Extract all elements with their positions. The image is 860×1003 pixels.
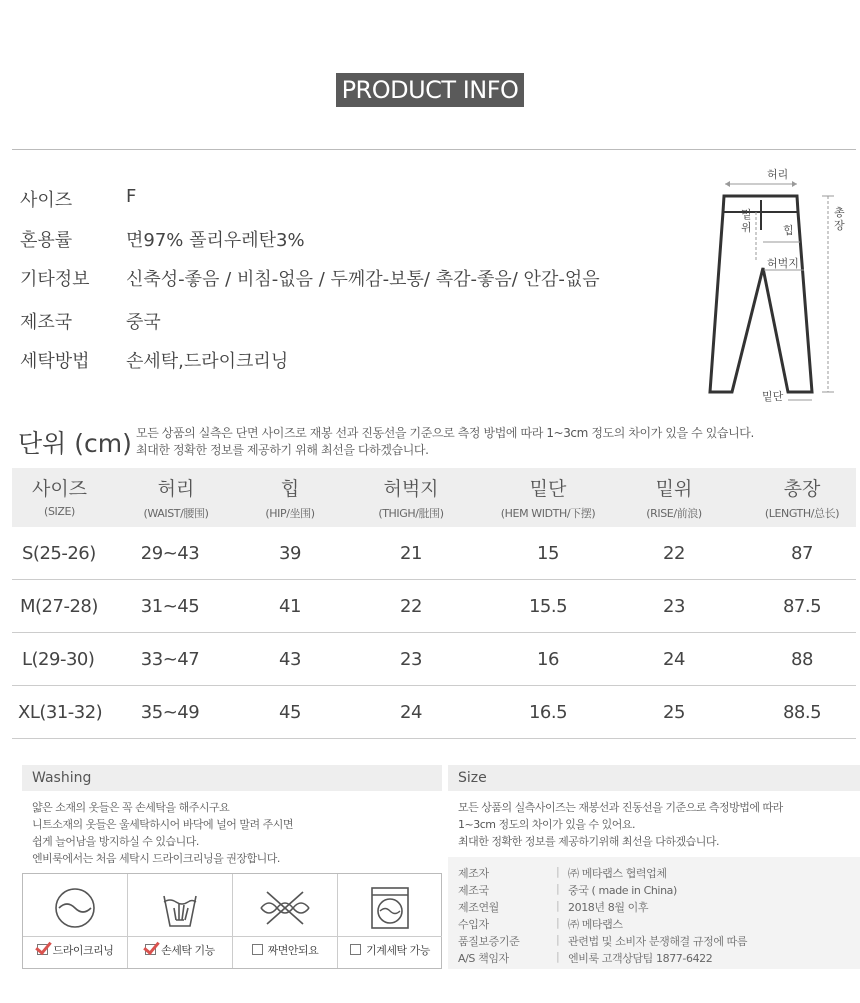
diagram-label-waist: 허리	[767, 168, 789, 181]
table-row	[12, 633, 856, 686]
header-en: (WAIST/腰围)	[143, 507, 209, 520]
header-en: (THIGH/肶围)	[378, 507, 444, 520]
washing-options	[22, 873, 442, 969]
cell-thigh: 23	[400, 649, 422, 670]
checkbox[interactable]	[37, 944, 48, 955]
cell-hip: 45	[279, 702, 301, 723]
header-en: (HEM WIDTH/下摆)	[500, 507, 596, 520]
cell-hem: 16.5	[528, 702, 568, 723]
wash-option-text: 드라이크리닝	[52, 944, 114, 957]
cell-hem: 15.5	[528, 596, 568, 617]
wash-option-no-wring	[233, 874, 338, 968]
header-ko: 밑단	[529, 478, 567, 500]
info-value: F	[126, 186, 137, 207]
info-value: 중국	[126, 312, 161, 333]
washing-section	[22, 765, 442, 957]
table-row	[12, 527, 856, 580]
wash-option-text: 기계세탁 가능	[366, 944, 430, 957]
diagram-label-rise: 밑 위	[741, 208, 752, 234]
dry-clean-icon	[51, 884, 99, 932]
cell-length: 88	[791, 649, 813, 670]
header-en: (HIP/坐围)	[265, 507, 315, 520]
cell-size: M(27-28)	[20, 596, 98, 617]
maker-key: 제조자	[458, 867, 489, 880]
cell-hip: 41	[279, 596, 301, 617]
size-line: 1~3cm 정도의 차이가 있을 수 있어요.	[458, 818, 635, 831]
header-rise	[624, 468, 724, 521]
pants-outline-icon	[700, 160, 860, 410]
checkbox[interactable]	[252, 944, 263, 955]
maker-key: 제조연월	[458, 901, 499, 914]
diagram-label-length: 총 장	[834, 206, 845, 232]
cell-rise: 23	[663, 596, 685, 617]
maker-value: | ㈜ 메타랩스	[568, 916, 623, 932]
wash-option-text: 짜면안되요	[267, 944, 319, 957]
header-thigh	[356, 468, 466, 521]
maker-value: | ㈜ 메타랩스 협력업체	[568, 865, 667, 881]
hand-wash-icon	[156, 884, 204, 932]
size-line: 모든 상품의 실측사이즈는 재봉선과 진동선을 기준으로 측정방법에 따라	[458, 801, 783, 814]
cell-thigh: 22	[400, 596, 422, 617]
cell-waist: 31~45	[140, 596, 200, 617]
table-row	[12, 686, 856, 739]
header-en: (RISE/前浪)	[646, 507, 702, 520]
maker-value: | 관련법 및 소비자 분쟁해결 규정에 따름	[568, 933, 747, 949]
cell-rise: 24	[663, 649, 685, 670]
wash-option-machine-wash	[338, 874, 442, 968]
info-key: 제조국	[20, 312, 73, 333]
title-wrap	[0, 73, 860, 107]
cell-length: 88.5	[782, 702, 822, 723]
cell-waist: 33~47	[140, 649, 200, 670]
maker-info	[448, 857, 860, 969]
header-ko: 사이즈	[31, 478, 88, 500]
cell-length: 87.5	[782, 596, 822, 617]
info-key: 사이즈	[20, 190, 73, 211]
info-value: 면97% 폴리우레탄3%	[126, 230, 305, 251]
header-en: (SIZE)	[44, 505, 75, 518]
maker-value: | 중국 ( made in China)	[568, 882, 677, 898]
wash-option-text: 손세탁 기능	[161, 944, 215, 957]
maker-key: 수입자	[458, 918, 489, 931]
cell-hem: 15	[537, 543, 559, 564]
cell-thigh: 21	[400, 543, 422, 564]
size-section	[448, 765, 860, 965]
header-hip	[240, 468, 340, 521]
cell-waist: 35~49	[140, 702, 200, 723]
cell-size: S(25-26)	[22, 543, 96, 564]
size-line: 최대한 정확한 정보를 제공하기위해 최선을 다하겠습니다.	[458, 835, 720, 848]
header-ko: 허리	[157, 478, 195, 500]
maker-key: 품질보증기준	[458, 935, 520, 948]
washing-line: 쉽게 늘어남을 방지하실 수 있습니다.	[32, 835, 199, 848]
cell-hip: 43	[279, 649, 301, 670]
diagram-label-thigh: 허벅지	[767, 257, 799, 270]
wash-option-label	[128, 936, 232, 964]
pants-diagram	[700, 160, 860, 410]
wash-option-dry-clean	[23, 874, 128, 968]
header-ko: 총장	[783, 478, 821, 500]
checkbox[interactable]	[350, 944, 361, 955]
wash-option-label	[233, 936, 337, 964]
washing-text	[22, 791, 442, 867]
header-ko: 밑위	[655, 478, 693, 500]
maker-key: A/S 책임자	[458, 952, 509, 965]
maker-value: | 엔비룩 고객상담팀 1877-6422	[568, 950, 712, 966]
diagram-label-hip: 힙	[783, 224, 794, 237]
header-hem	[478, 468, 618, 521]
size-title: Size	[448, 765, 860, 791]
washing-line: 니트소재의 옷들은 울세탁하시어 바닥에 널어 말려 주시면	[32, 818, 294, 831]
unit-label: 단위 (cm)	[18, 429, 132, 458]
cell-hip: 39	[279, 543, 301, 564]
maker-value: | 2018년 8월 이후	[568, 899, 648, 915]
unit-note	[136, 425, 754, 459]
divider	[12, 149, 856, 150]
do-not-wring-icon	[255, 884, 315, 932]
header-size	[12, 468, 107, 518]
header-length	[742, 468, 860, 521]
maker-key: 제조국	[458, 884, 489, 897]
table-row	[12, 580, 856, 633]
cell-waist: 29~43	[140, 543, 200, 564]
size-text	[448, 791, 860, 850]
washing-line: 얇은 소재의 옷들은 꼭 손세탁을 해주시구요	[32, 801, 230, 814]
cell-hem: 16	[537, 649, 559, 670]
info-value: 신축성-좋음 / 비침-없음 / 두께감-보통/ 촉감-좋음/ 안감-없음	[126, 269, 600, 290]
header-ko: 허벅지	[383, 478, 439, 500]
info-key: 혼용률	[20, 230, 73, 251]
page-title: PRODUCT INFO	[336, 73, 525, 107]
machine-wash-icon	[366, 884, 414, 932]
info-key: 기타정보	[20, 269, 90, 290]
cell-length: 87	[791, 543, 813, 564]
washing-title: Washing	[22, 765, 442, 791]
size-table	[12, 468, 856, 739]
wash-option-hand-wash	[128, 874, 233, 968]
info-value: 손세탁,드라이크리닝	[126, 351, 289, 372]
wash-option-label	[23, 936, 127, 964]
cell-thigh: 24	[400, 702, 422, 723]
header-waist	[124, 468, 228, 521]
diagram-label-hem: 밑단	[762, 390, 784, 403]
cell-rise: 22	[663, 543, 685, 564]
header-ko: 힙	[280, 478, 300, 500]
washing-line: 엔비룩에서는 처음 세탁시 드라이크리닝을 권장합니다.	[32, 852, 280, 865]
cell-rise: 25	[663, 702, 685, 723]
info-key: 세탁방법	[20, 351, 90, 372]
size-table-header	[12, 468, 856, 527]
cell-size: XL(31-32)	[18, 702, 103, 723]
header-en: (LENGTH/总长)	[764, 507, 840, 520]
unit-note-line: 모든 상품의 실측은 단면 사이즈로 재봉 선과 진동선을 기준으로 측정 방법에 따라 1~3cm 정도의 차이가 있을 수 있습니다.	[136, 426, 754, 440]
unit-note-line: 최대한 정확한 정보를 제공하기 위해 최선을 다하겠습니다.	[136, 443, 429, 457]
checkbox[interactable]	[145, 944, 156, 955]
wash-option-label	[338, 936, 442, 964]
cell-size: L(29-30)	[22, 649, 95, 670]
